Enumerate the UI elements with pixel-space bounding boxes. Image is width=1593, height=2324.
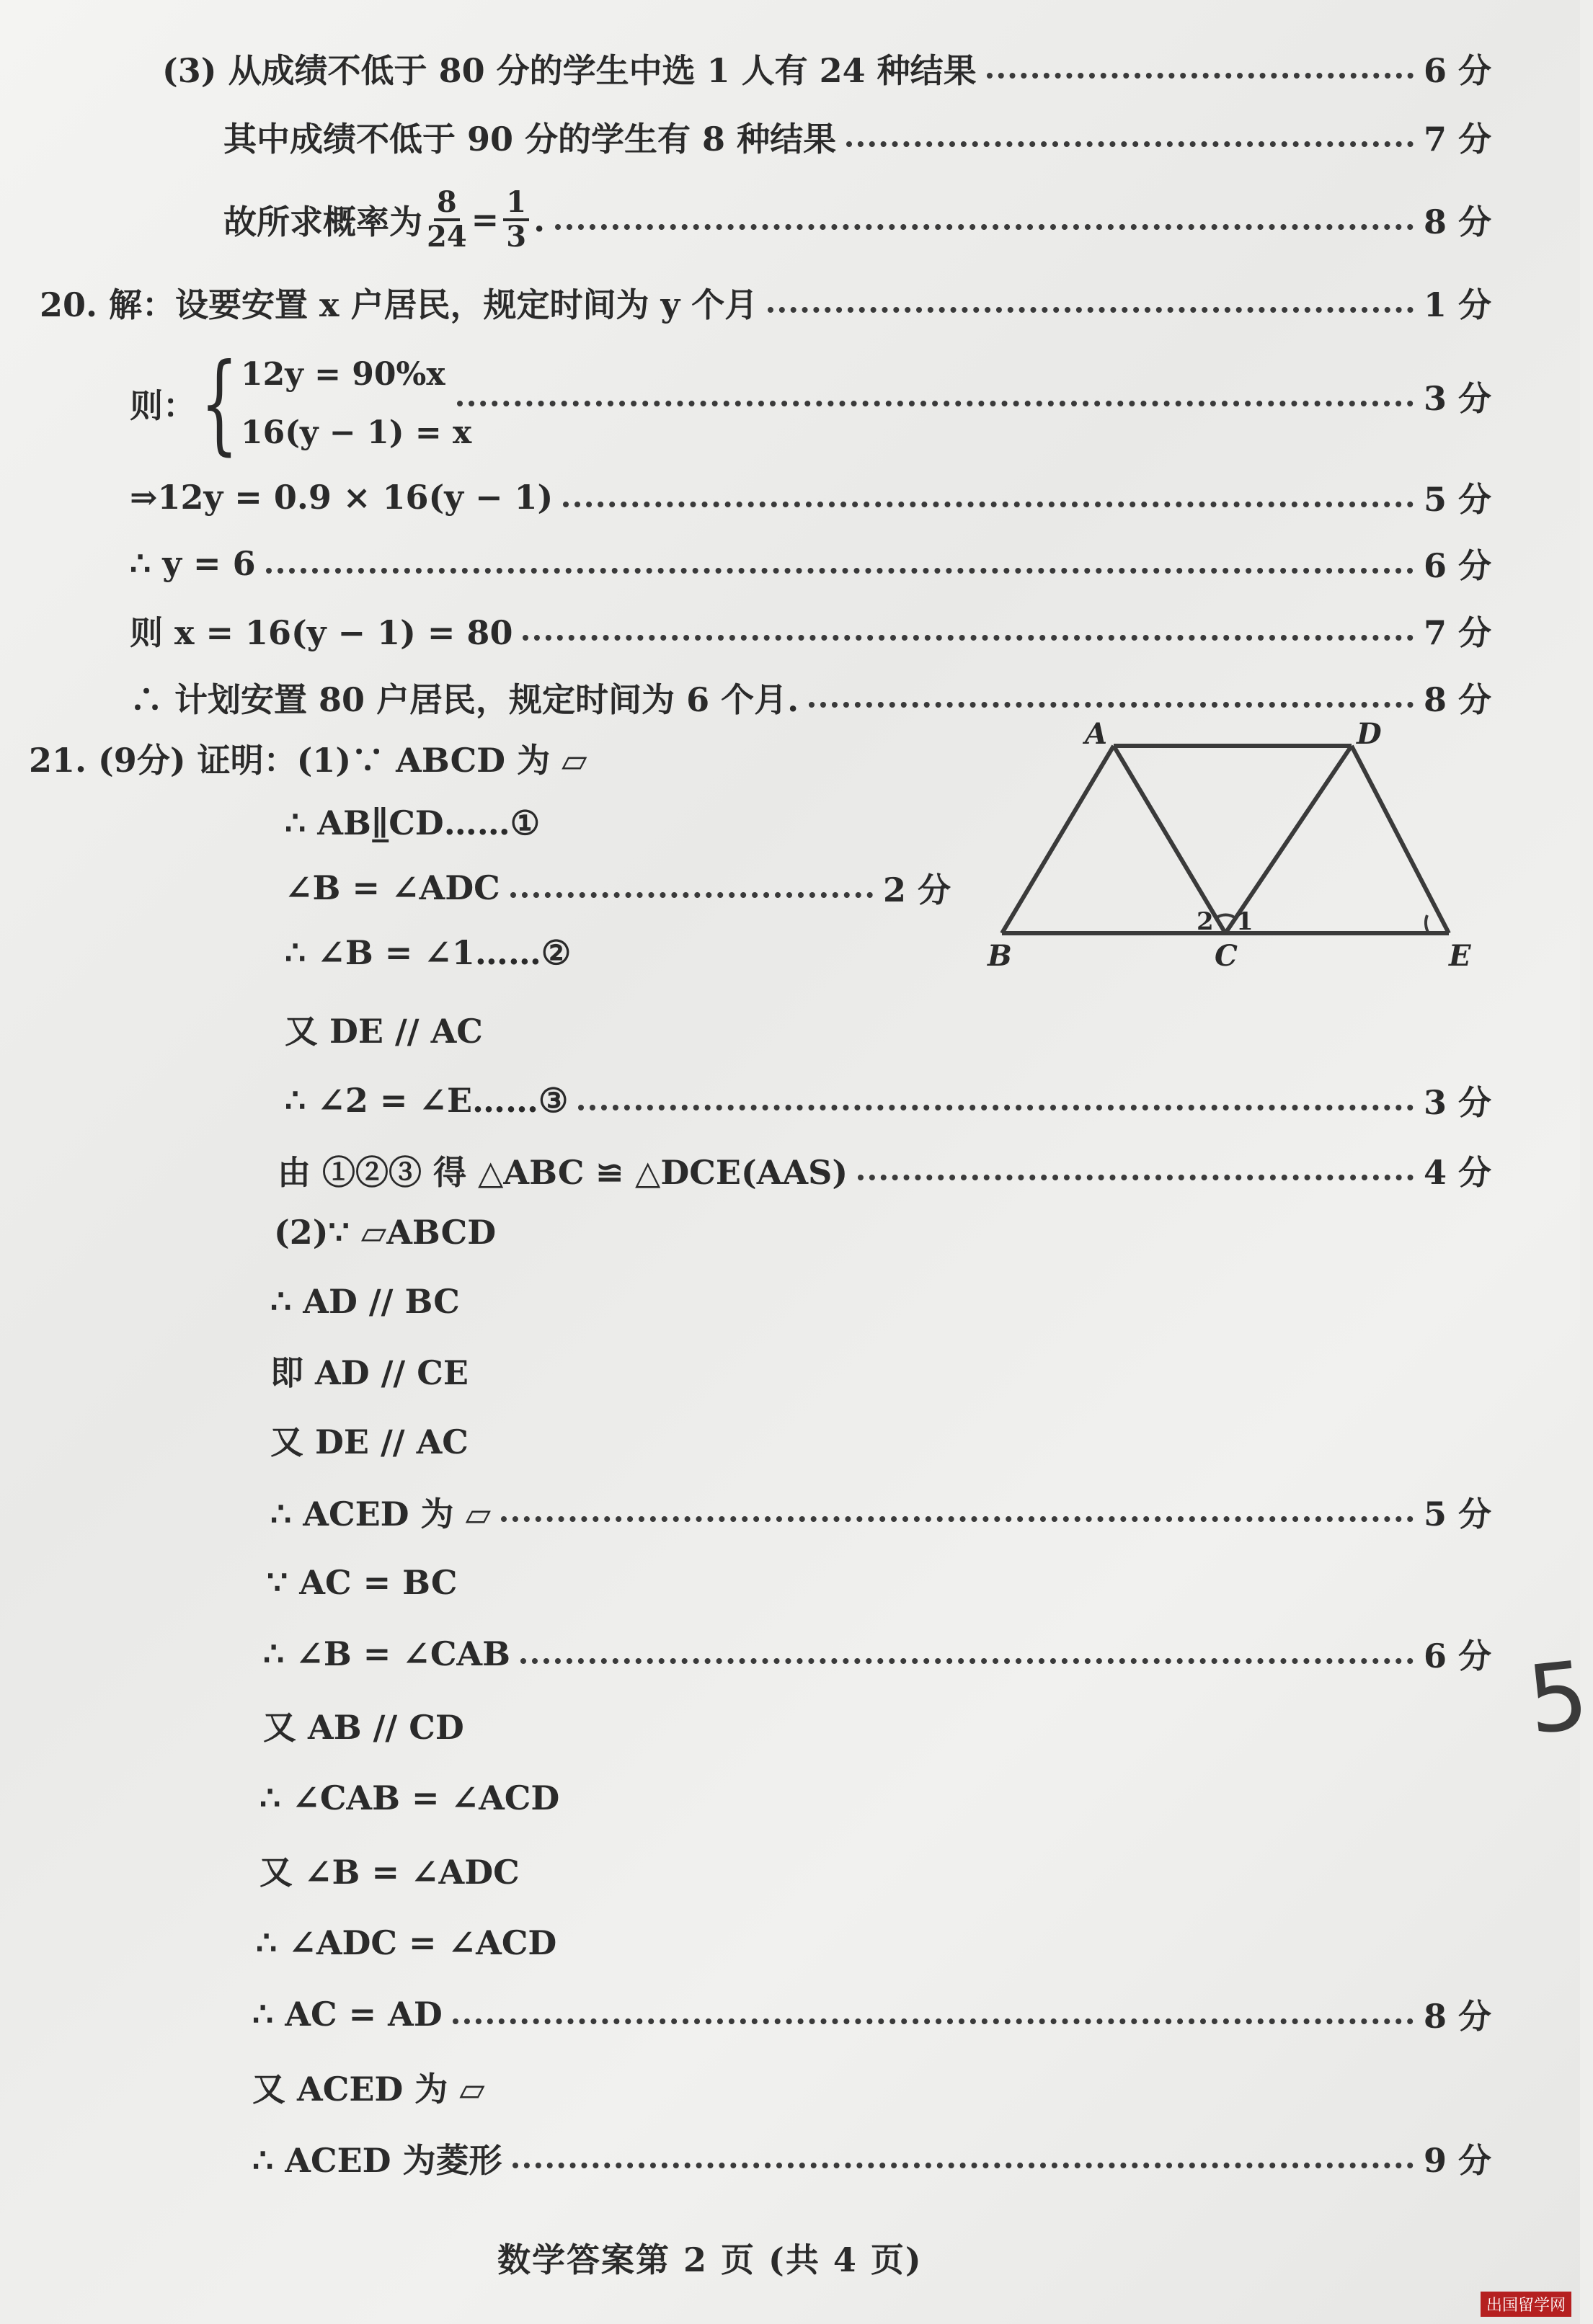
label-a: A bbox=[1085, 717, 1108, 751]
line-text: ∴ 计划安置 80 户居民，规定时间为 6 个月. bbox=[130, 680, 799, 719]
answer-line bbox=[162, 47, 1517, 90]
line-text: 又 ACED 为 ▱ bbox=[252, 2070, 485, 2109]
dot-leader bbox=[453, 2018, 1414, 2024]
score-label: 4 分 bbox=[1424, 1153, 1492, 1192]
answer-line bbox=[130, 542, 1517, 585]
answer-line bbox=[270, 1349, 469, 1392]
line-text: ∴ ∠ADC = ∠ACD bbox=[256, 1923, 557, 1962]
line-text: (2)∵ ▱ABCD bbox=[274, 1213, 497, 1252]
answer-line bbox=[285, 866, 977, 909]
segment-de bbox=[1352, 746, 1449, 933]
line-text: 21. (9分) 证明：(1)∵ ABCD 为 ▱ bbox=[29, 741, 587, 780]
dot-leader bbox=[858, 1175, 1414, 1180]
line-text: ⇒12y = 0.9 × 16(y − 1) bbox=[130, 478, 554, 517]
answer-line bbox=[29, 736, 587, 780]
dot-leader bbox=[555, 224, 1414, 230]
line-text: 其中成绩不低于 90 分的学生有 8 种结果 bbox=[223, 120, 837, 159]
segment-ab bbox=[1002, 746, 1114, 933]
score-label: 6 分 bbox=[1424, 1637, 1492, 1675]
line-text: 故所求概率为 bbox=[223, 202, 422, 241]
dot-leader bbox=[987, 73, 1414, 79]
dot-leader bbox=[523, 635, 1414, 641]
site-watermark: 出国留学网 bbox=[1481, 2292, 1571, 2317]
answer-line bbox=[263, 1632, 1517, 1675]
dot-leader bbox=[563, 502, 1414, 507]
answer-line bbox=[223, 184, 1517, 256]
line-text: 又 DE // AC bbox=[270, 1423, 469, 1461]
equation-list bbox=[241, 356, 471, 451]
line-text: ∠B = ∠ADC bbox=[285, 868, 500, 907]
line-text: 由 ①②③ 得 △ABC ≌ △DCE(AAS) bbox=[278, 1153, 848, 1192]
answer-line bbox=[252, 2065, 485, 2109]
line-text: ∴ ∠B = ∠CAB bbox=[263, 1634, 511, 1673]
answer-line bbox=[285, 931, 571, 974]
score-label: 6 分 bbox=[1424, 51, 1492, 90]
angle-2-label: 2 bbox=[1197, 907, 1214, 936]
answer-line bbox=[285, 801, 540, 845]
fraction bbox=[427, 187, 467, 253]
denominator: 3 bbox=[506, 220, 527, 254]
segment-ac bbox=[1114, 746, 1225, 933]
score-label: 8 分 bbox=[1424, 1997, 1492, 2036]
segment-dc bbox=[1225, 746, 1352, 933]
label-b: B bbox=[988, 939, 1012, 973]
dot-leader bbox=[846, 141, 1414, 147]
line-text: ∴ AB∥̲CD……① bbox=[285, 803, 540, 842]
dot-leader bbox=[510, 892, 873, 898]
line-text: ∴ ∠B = ∠1……② bbox=[285, 933, 572, 972]
line-text: 又 DE // AC bbox=[285, 1012, 483, 1051]
equals-sign: = bbox=[471, 200, 500, 239]
score-label: 8 分 bbox=[1424, 680, 1492, 719]
line-text: 20. 解：设要安置 x 户居民，规定时间为 y 个月 bbox=[40, 285, 758, 324]
line-text: ∵ AC = BC bbox=[267, 1563, 458, 1602]
dot-leader bbox=[768, 307, 1414, 313]
answer-line bbox=[270, 1418, 469, 1461]
dot-leader bbox=[578, 1105, 1414, 1110]
score-label: 2 分 bbox=[883, 871, 951, 909]
answer-line bbox=[447, 375, 1517, 418]
numerator: 8 bbox=[434, 187, 460, 221]
answer-line bbox=[252, 1993, 1517, 2036]
answer-line bbox=[130, 609, 1517, 652]
page-footer: 数学答案第 2 页 (共 4 页) bbox=[497, 2240, 923, 2279]
answer-line bbox=[274, 1211, 496, 1254]
score-label: 3 分 bbox=[1424, 379, 1492, 418]
figure-lines bbox=[1002, 746, 1449, 933]
score-label: 3 分 bbox=[1424, 1083, 1492, 1122]
dot-leader bbox=[809, 702, 1414, 708]
score-label: 7 分 bbox=[1424, 120, 1492, 159]
period: . bbox=[533, 200, 546, 239]
answer-line bbox=[259, 1848, 520, 1892]
fraction bbox=[503, 187, 529, 253]
line-text: ∴ ACED 为菱形 bbox=[252, 2141, 502, 2180]
line-text: ∴ AC = AD bbox=[252, 1995, 443, 2034]
score-label: 9 分 bbox=[1424, 2141, 1492, 2180]
answer-line bbox=[267, 1561, 458, 1604]
dot-leader bbox=[520, 1658, 1414, 1664]
line-text: ∴ AD // BC bbox=[270, 1282, 460, 1321]
score-label: 5 分 bbox=[1424, 1495, 1492, 1533]
label-e: E bbox=[1449, 939, 1471, 973]
answer-line bbox=[252, 2137, 1517, 2180]
score-label: 6 分 bbox=[1424, 546, 1492, 585]
angle-arc bbox=[1215, 915, 1236, 919]
angle-1-label: 1 bbox=[1236, 907, 1253, 936]
handwritten-mark: 5 bbox=[1522, 1640, 1593, 1755]
dot-leader bbox=[512, 2163, 1414, 2168]
score-label: 8 分 bbox=[1424, 202, 1492, 241]
parallelogram-figure bbox=[988, 717, 1492, 980]
answer-line bbox=[223, 115, 1517, 159]
answer-line bbox=[285, 1007, 483, 1051]
label-d: D bbox=[1357, 717, 1382, 751]
line-text: 则 x = 16(y − 1) = 80 bbox=[130, 613, 513, 652]
score-label: 7 分 bbox=[1424, 613, 1492, 652]
answer-line bbox=[130, 676, 1517, 719]
line-text: 则： bbox=[130, 386, 196, 425]
answer-line bbox=[259, 1776, 559, 1820]
equation-1: 12y = 90%x bbox=[241, 356, 445, 393]
label-c: C bbox=[1215, 939, 1238, 973]
line-text: 又 ∠B = ∠ADC bbox=[259, 1853, 520, 1892]
answer-line bbox=[278, 1149, 1517, 1192]
score-label: 5 分 bbox=[1424, 480, 1492, 519]
line-text: ∴ ACED 为 ▱ bbox=[270, 1495, 491, 1533]
line-text: 即 AD // CE bbox=[270, 1353, 469, 1392]
answer-line bbox=[256, 1921, 556, 1964]
answer-line bbox=[270, 1490, 1517, 1533]
dot-leader bbox=[457, 401, 1414, 406]
equation-system bbox=[130, 341, 472, 466]
dot-leader bbox=[266, 568, 1414, 574]
score-label: 1 分 bbox=[1424, 285, 1492, 324]
answer-line bbox=[130, 476, 1517, 519]
line-text: ∴ ∠2 = ∠E……③ bbox=[285, 1081, 569, 1120]
answer-line bbox=[263, 1704, 464, 1747]
answer-line bbox=[270, 1280, 460, 1323]
denominator: 24 bbox=[427, 220, 467, 254]
line-text: (3) 从成绩不低于 80 分的学生中选 1 人有 24 种结果 bbox=[162, 51, 977, 90]
dot-leader bbox=[501, 1516, 1414, 1522]
numerator: 1 bbox=[503, 187, 529, 221]
line-text: 又 AB // CD bbox=[263, 1708, 464, 1747]
line-text: ∴ y = 6 bbox=[130, 544, 256, 583]
line-text: ∴ ∠CAB = ∠ACD bbox=[259, 1778, 560, 1817]
answer-line bbox=[285, 1079, 1517, 1122]
angle-arc-e bbox=[1426, 915, 1429, 933]
brace: { bbox=[200, 341, 239, 466]
answer-line bbox=[40, 281, 1517, 324]
equation-2: 16(y − 1) = x bbox=[241, 414, 472, 451]
